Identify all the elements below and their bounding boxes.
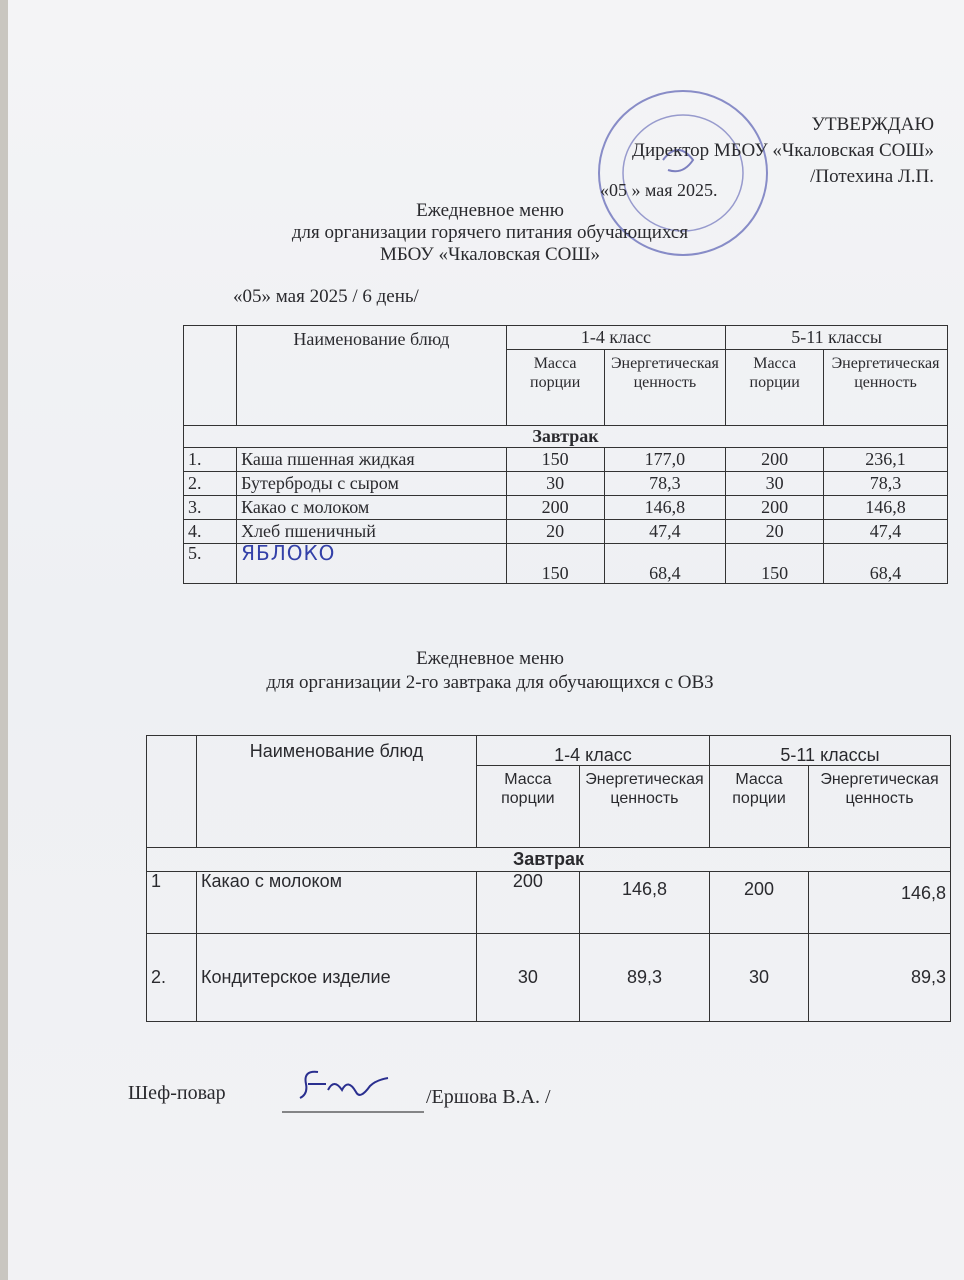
col-name-header: Наименование блюд (237, 326, 507, 426)
col-name-header: Наименование блюд (197, 736, 477, 848)
energy-header: Энергетическая ценность (824, 350, 948, 426)
group-5-11-header: 5-11 классы (710, 736, 951, 766)
energy-value: 146,8 (579, 872, 709, 934)
energy-value: 89,3 (809, 934, 951, 1022)
menu1-title: Ежедневное меню (416, 200, 564, 221)
menu2-subtitle: для организации 2-го завтрака для обучающихся с ОВЗ (266, 672, 714, 693)
dish-name: Бутерброды с сыром (237, 472, 507, 496)
table-row (184, 544, 948, 584)
mass-value: 150 (726, 544, 824, 584)
section-breakfast: Завтрак (184, 426, 948, 448)
mass-header: Масса порции (476, 766, 579, 848)
chef-name: /Ершова В.А. / (426, 1086, 551, 1108)
mass-value: 200 (726, 448, 824, 472)
table-row (147, 934, 951, 1022)
energy-value: 78,3 (604, 472, 726, 496)
mass-value: 200 (726, 496, 824, 520)
approval-block (632, 112, 934, 190)
energy-value: 146,8 (824, 496, 948, 520)
energy-header: Энергетическая ценность (604, 350, 726, 426)
mass-header: Масса порции (710, 766, 809, 848)
group-1-4-header: 1-4 класс (506, 326, 726, 350)
approval-name: /Потехина Л.П. (810, 166, 934, 187)
table-row (184, 472, 948, 496)
dish-name: Какао с молоком (197, 872, 477, 934)
energy-value: 177,0 (604, 448, 726, 472)
menu1-date: «05» мая 2025 / 6 день/ (233, 286, 419, 307)
mass-value: 200 (506, 496, 604, 520)
chef-signature (278, 1060, 428, 1120)
table-row (184, 496, 948, 520)
row-number: 5. (184, 544, 237, 584)
row-number: 1 (147, 872, 197, 934)
energy-value: 47,4 (824, 520, 948, 544)
group-1-4-header: 1-4 класс (476, 736, 709, 766)
energy-header: Энергетическая ценность (809, 766, 951, 848)
energy-value: 146,8 (604, 496, 726, 520)
energy-value: 78,3 (824, 472, 948, 496)
mass-header: Масса порции (726, 350, 824, 426)
section-breakfast: Завтрак (147, 848, 951, 872)
mass-value: 150 (506, 448, 604, 472)
energy-header: Энергетическая ценность (579, 766, 709, 848)
mass-value: 20 (506, 520, 604, 544)
energy-value: 236,1 (824, 448, 948, 472)
menu-table-1 (183, 325, 948, 584)
energy-value: 68,4 (824, 544, 948, 584)
row-number: 2. (147, 934, 197, 1022)
row-number: 3. (184, 496, 237, 520)
table-row (184, 448, 948, 472)
row-number: 4. (184, 520, 237, 544)
mass-value: 150 (506, 544, 604, 584)
document-page (8, 0, 964, 1280)
table-row (184, 520, 948, 544)
menu-table-2 (146, 735, 951, 1022)
row-number: 2. (184, 472, 237, 496)
energy-value: 146,8 (809, 872, 951, 934)
dish-name: Кондитерское изделие (197, 934, 477, 1022)
mass-value: 30 (506, 472, 604, 496)
corner-cell (147, 736, 197, 848)
energy-value: 68,4 (604, 544, 726, 584)
chef-label: Шеф-повар (128, 1082, 226, 1104)
mass-value: 30 (476, 934, 579, 1022)
dish-name: Хлеб пшеничный (237, 520, 507, 544)
group-5-11-header: 5-11 классы (726, 326, 948, 350)
dish-name: Какао с молоком (237, 496, 507, 520)
mass-value: 20 (726, 520, 824, 544)
approval-heading: УТВЕРЖДАЮ (811, 114, 934, 135)
menu1-school: МБОУ «Чкаловская СОШ» (379, 244, 601, 265)
energy-value: 89,3 (579, 934, 709, 1022)
dish-name-handwritten: ЯБЛОКО (237, 544, 507, 584)
row-number: 1. (184, 448, 237, 472)
mass-value: 200 (710, 872, 809, 934)
energy-value: 47,4 (604, 520, 726, 544)
approval-date: «05 » мая 2025. (600, 180, 718, 200)
table-row (147, 872, 951, 934)
menu2-title: Ежедневное меню (416, 648, 564, 669)
mass-value: 30 (726, 472, 824, 496)
mass-value: 200 (476, 872, 579, 934)
menu1-subtitle: для организации горячего питания обучающихся (291, 222, 689, 243)
mass-value: 30 (710, 934, 809, 1022)
dish-name: Каша пшенная жидкая (237, 448, 507, 472)
corner-cell (184, 326, 237, 426)
approval-director: Директор МБОУ «Чкаловская СОШ» (632, 140, 934, 161)
mass-header: Масса порции (506, 350, 604, 426)
